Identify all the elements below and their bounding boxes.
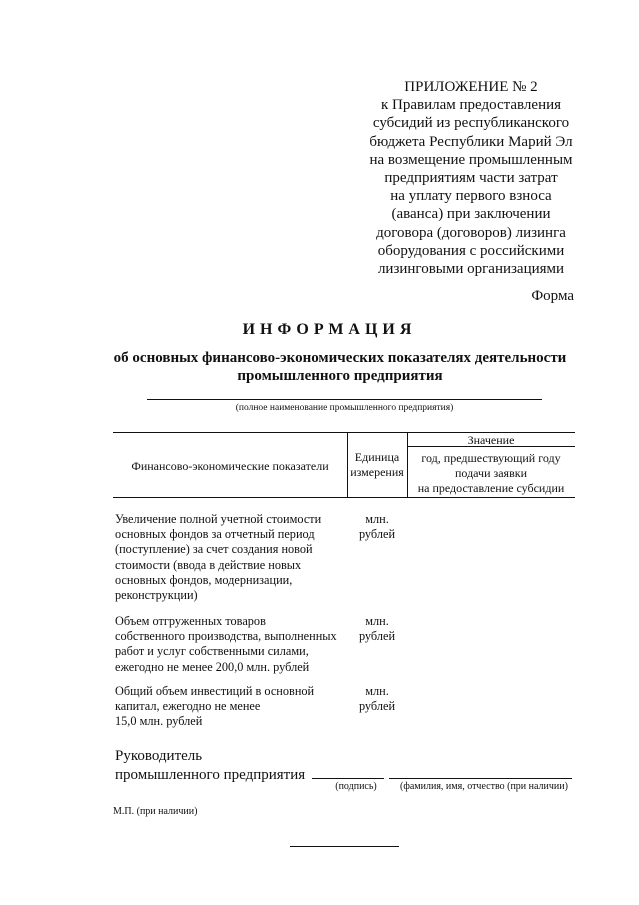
indicator-line: основных фондов за отчетный период — [115, 527, 315, 542]
indicator-line: 15,0 млн. рублей — [115, 714, 203, 729]
full-name-caption: (фамилия, имя, отчество (при наличии) — [400, 781, 568, 792]
document-subtitle — [60, 349, 620, 385]
unit-line: рублей — [358, 527, 396, 542]
signature-line — [312, 778, 384, 779]
header-unit — [347, 450, 407, 480]
unit-line: рублей — [358, 699, 396, 714]
appendix-line: лизинговыми организациями — [377, 261, 565, 278]
bottom-separator — [290, 846, 399, 847]
signature-caption: (подпись) — [335, 781, 377, 792]
unit-line: млн. — [365, 512, 389, 526]
appendix-line: на уплату первого взноса — [390, 188, 552, 205]
full-name-line — [389, 778, 572, 779]
table-row-indicator — [115, 512, 350, 603]
header-year-line: на предоставление субсидии — [417, 481, 565, 495]
unit-line: млн. — [365, 614, 389, 628]
appendix-line: на возмещение промышленным — [369, 151, 573, 168]
enterprise-name-line — [147, 399, 542, 400]
appendix-line: бюджета Республики Марий Эл — [369, 133, 573, 150]
appendix-line: субсидий из республиканского — [372, 115, 570, 132]
indicator-line: работ и услуг собственными силами, — [115, 644, 309, 659]
table-row-unit — [347, 614, 407, 644]
table-row-unit — [347, 512, 407, 542]
appendix-block — [340, 78, 602, 278]
header-year-line: год, предшествующий году — [421, 451, 561, 465]
appendix-line: к Правилам предоставления — [380, 97, 562, 114]
unit-line: рублей — [358, 629, 396, 644]
header-indicators: Финансово-экономические показатели — [131, 459, 329, 473]
indicator-line: Общий объем инвестиций в основной — [115, 684, 315, 698]
indicator-line: Увеличение полной учетной стоимости — [115, 512, 322, 526]
table-row-indicator — [115, 614, 350, 675]
head-label-line: Руководитель — [115, 748, 203, 764]
table-header-bottom-border — [113, 497, 575, 498]
form-label: Форма — [531, 288, 574, 304]
appendix-line: оборудования с российскими — [377, 242, 565, 259]
header-year-line: подачи заявки — [455, 466, 527, 480]
header-unit-line: Единица — [354, 450, 400, 464]
indicator-line: стоимости (ввода в действие новых — [115, 557, 302, 572]
appendix-line: ПРИЛОЖЕНИЕ № 2 — [404, 79, 538, 95]
subtitle-line: промышленного предприятия — [237, 368, 443, 384]
document-title: ИНФОРМАЦИЯ — [242, 321, 417, 338]
appendix-line: предприятиям части затрат — [384, 170, 558, 187]
indicator-line: реконструкции) — [115, 588, 198, 603]
indicator-line: ежегодно не менее 200,0 млн. рублей — [115, 659, 310, 674]
stamp-label: М.П. (при наличии) — [113, 806, 198, 817]
table-row-unit — [347, 684, 407, 714]
head-label — [115, 747, 305, 785]
indicator-line: собственного производства, выполненных — [115, 629, 337, 644]
enterprise-name-caption: (полное наименование промышленного предприятия) — [235, 403, 454, 413]
header-unit-line: измерения — [350, 465, 404, 479]
indicator-line: (поступление) за счет создания новой — [115, 542, 313, 557]
indicator-line: основных фондов, модернизации, — [115, 572, 293, 587]
indicator-line: Объем отгруженных товаров — [115, 614, 266, 628]
header-year — [407, 451, 575, 496]
subtitle-line: об основных финансово-экономических показателях деятельности — [113, 350, 567, 366]
header-value: Значение — [467, 433, 515, 447]
appendix-line: (аванса) при заключении — [391, 206, 551, 223]
indicator-line: капитал, ежегодно не менее — [115, 699, 261, 714]
unit-line: млн. — [365, 684, 389, 698]
table-row-indicator — [115, 684, 350, 730]
head-label-line: промышленного предприятия — [115, 767, 306, 783]
appendix-line: договора (договоров) лизинга — [376, 224, 566, 241]
